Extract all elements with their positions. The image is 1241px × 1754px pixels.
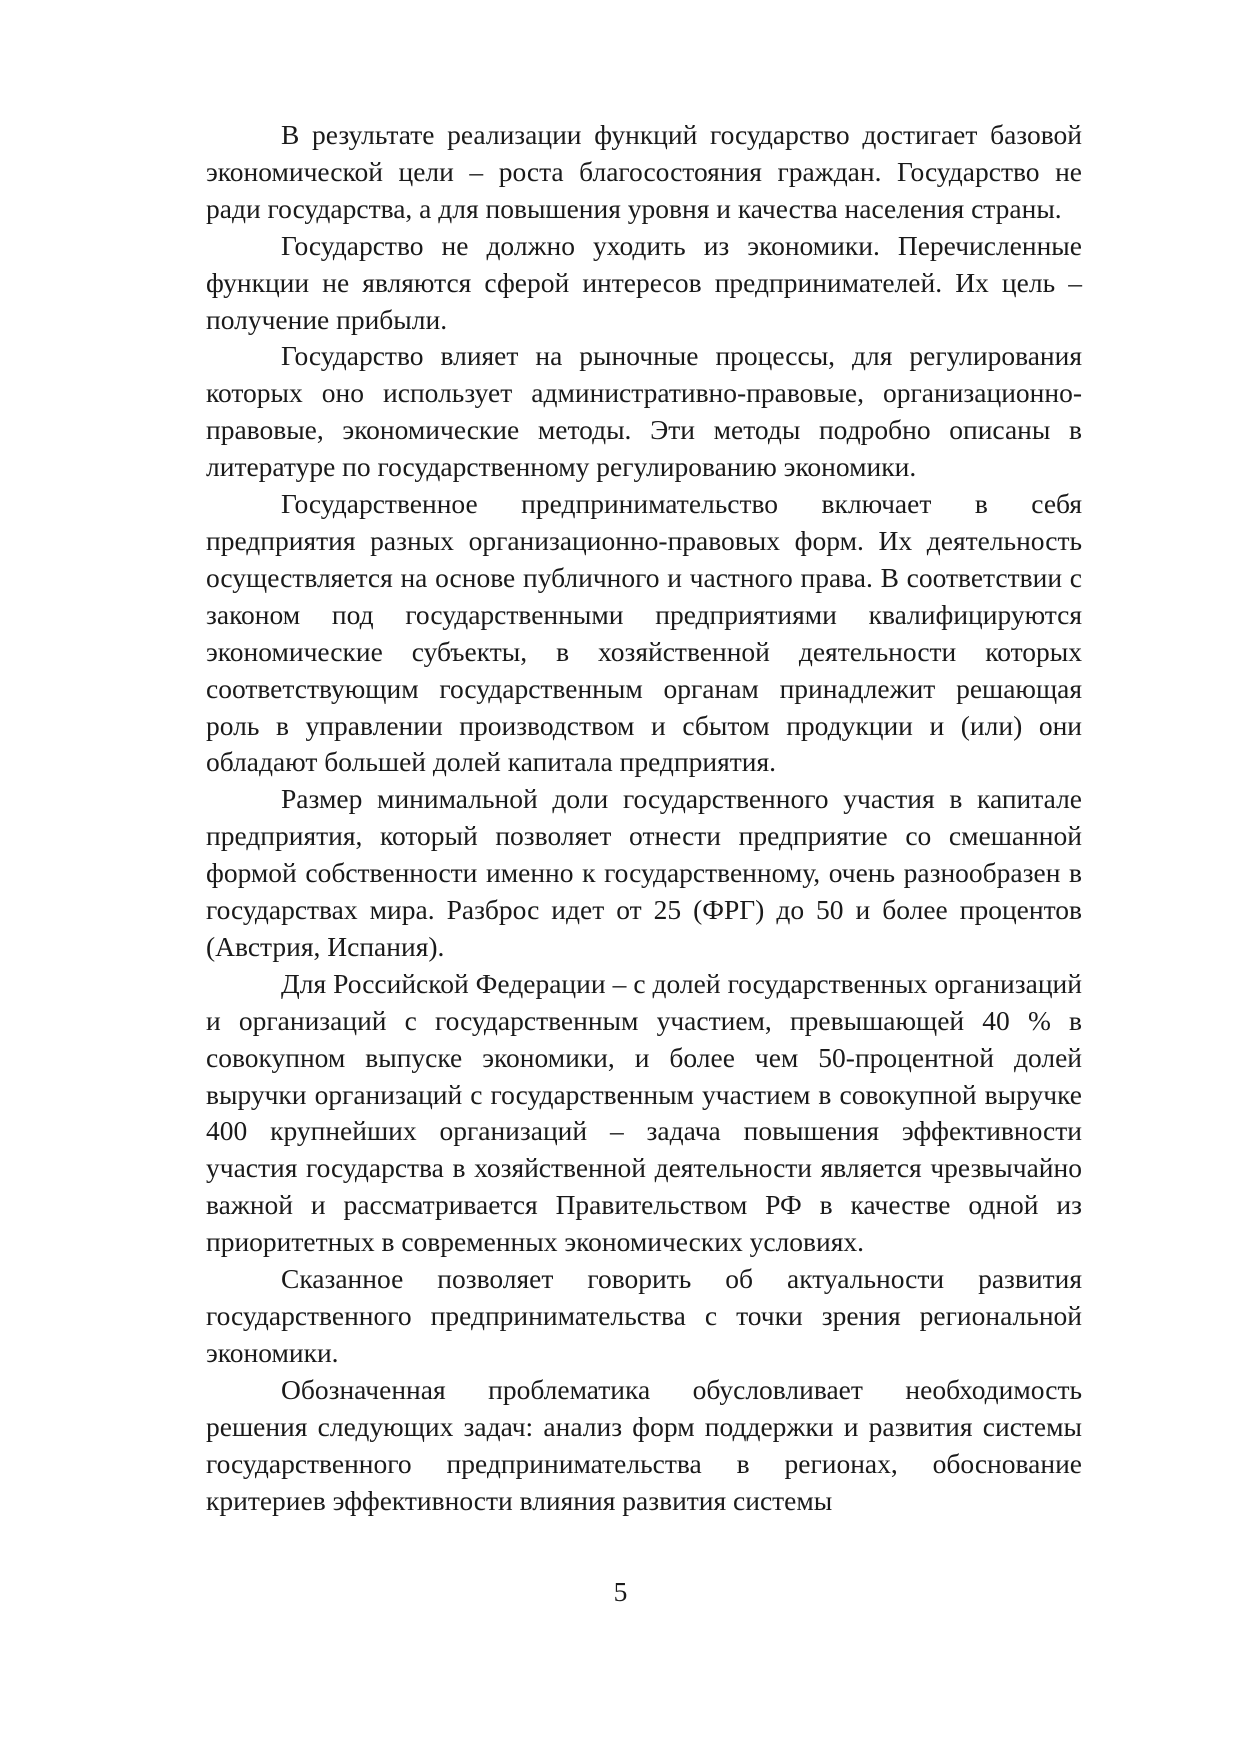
paragraph-8: Обозначенная проблематика обусловливает необходимость решения следующих задач: анализ форм поддержки и развития системы государственного предпринимательства в регионах, обоснование критериев эффективности влияния развития системы <box>206 1373 1082 1516</box>
page-number: 5 <box>613 1576 628 1607</box>
paragraph-4: Государственное предпринимательство включает в себя предприятия разных организационно-правовых форм. Их деятельность осуществляется на основе публичного и частного права. В соответствии с законом под государственными предприятиями квалифицируются экономические субъекты, в хозяйственной деятельности которых соответствующим государственным органам принадлежит решающая роль в управлении производством и сбытом продукции и (или) они обладают большей долей капитала предприятия. <box>206 488 1082 778</box>
paragraph-7: Сказанное позволяет говорить об актуальности развития государственного предпринимательства с точки зрения региональной экономики. <box>206 1263 1082 1368</box>
paragraph-5: Размер минимальной доли государственного участия в капитале предприятия, который позволяет отнести предприятие со смешанной формой собственности именно к государственному, очень разнообразен в государствах мира. Разброс идет от 25 (ФРГ) до 50 и более процентов (Австрия, Испания). <box>206 783 1082 962</box>
paragraph-6: Для Российской Федерации – с долей государственных организаций и организаций с государственным участием, превышающей 40 % в совокупном выпуске экономики, и более чем 50-процентной долей выручки организаций с государственным участием в совокупной выручке 400 крупнейших организаций – задача повышения эффективности участия государства в хозяйственной деятельности является чрезвычайно важной и рассматривается Правительством РФ в качестве одной из приоритетных в современных экономических условиях. <box>206 967 1082 1258</box>
paragraph-1: В результате реализации функций государство достигает базовой экономической цели – роста благосостояния граждан. Государство не ради государства, а для повышения уровня и качества населения страны. <box>206 119 1082 224</box>
paragraph-2: Государство не должно уходить из экономики. Перечисленные функции не являются сферой интересов предпринимателей. Их цель – получение прибыли. <box>206 229 1082 335</box>
body-text <box>206 117 1082 1519</box>
paragraph-3: Государство влияет на рыночные процессы, для регулирования которых оно использует административно-правовые, организационно-правовые, экономические методы. Эти методы подробно описаны в литературе по государственному регулированию экономики. <box>206 340 1082 483</box>
